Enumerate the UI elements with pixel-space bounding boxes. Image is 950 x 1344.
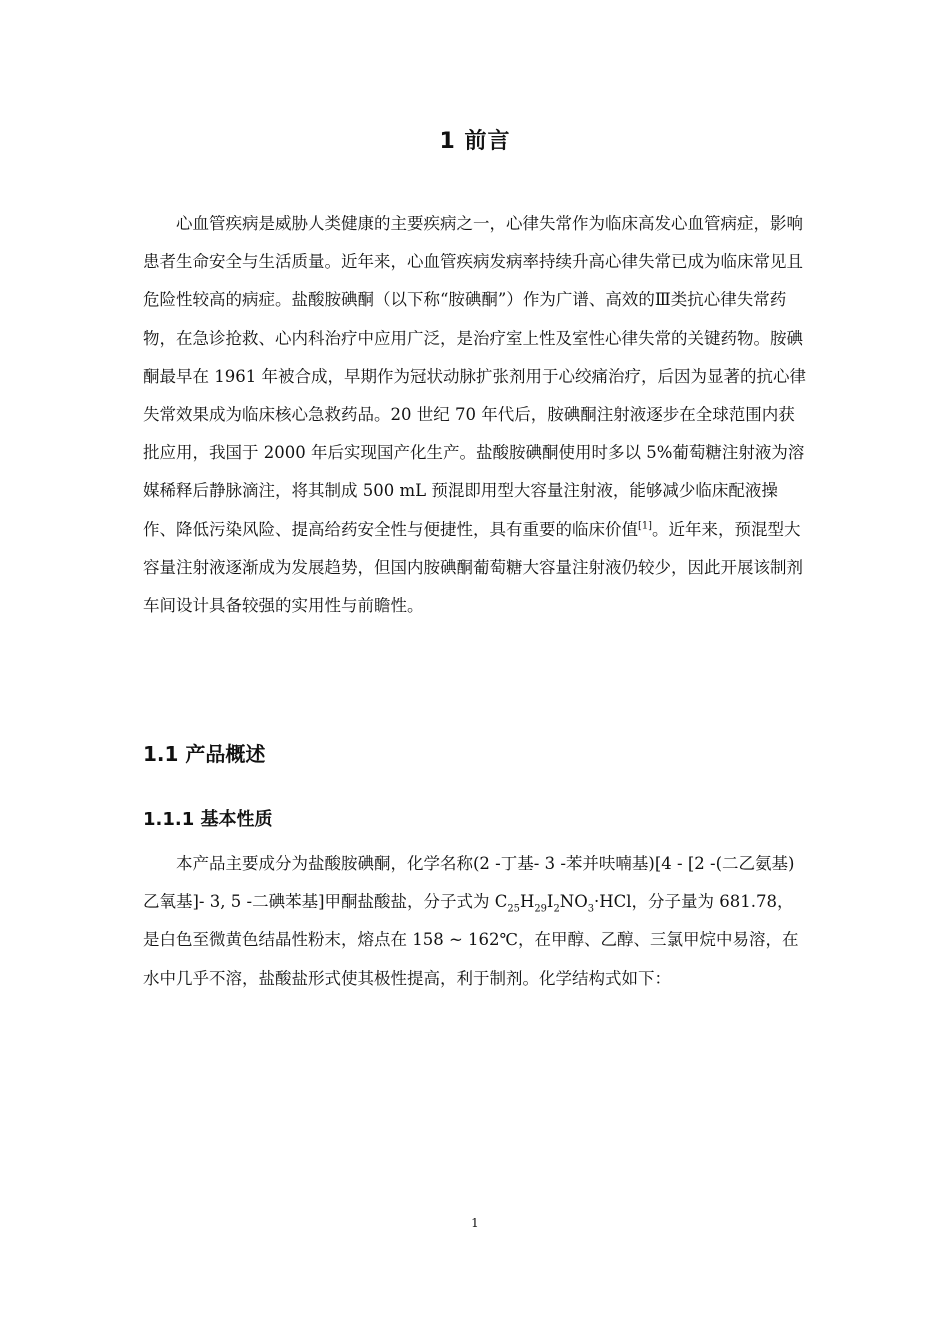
formula-sub-c: 25 [507,903,520,915]
chapter-heading: 1 前言 [439,129,511,154]
properties-text-part1: 本产品主要成分为盐酸胺碘酮，化学名称(2 -丁基- 3 -苯并呋喃基)[4 - [2 -(二乙氨基)乙氧基]- 3, 5 -二碘苯基]甲酮盐酸盐，分子式为 C [143,854,795,912]
properties-text-part2: ·HCl，分子量为 681.78，是白色至微黄色结晶性粉末，熔点在 158 ~ 162℃，在甲醇、乙醇、三氯甲烷中易溶，在水中几乎不溶，盐酸盐形式使其极性提高，利于制剂。化学结构式如下： [143,892,799,988]
intro-text-before-citation: 心血管疾病是威胁人类健康的主要疾病之一，心律失常作为临床高发心血管病症，影响患者生命安全与生活质量。近年来，心血管疾病发病率持续升高心律失常已成为临床常见且危险性较高的病症。盐酸胺碘酮（以下称“胺碘酮”）作为广谱、高效的Ⅲ类抗心律失常药物，在急诊抢救、心内科治疗中应用广泛，是治疗室上性及室性心律失常的关键药物。胺碘酮最早在 1961 年被合成，早期作为冠状动脉扩张剂用于心绞痛治疗，后因为显著的抗心律失常效果成为临床核心急救药品。20 世纪 70 年代后，胺碘酮注射液逐步在全球范围内获批应用，我国于 2000 年后实现国产化生产。盐酸胺碘酮使用时多以 5%葡萄糖注射液为溶媒稀释后静脉滴注，将其制成 500 mL 预混即用型大容量注射液，能够减少临床配液操作、降低污染风险、提高给药安全性与便捷性，具有重要的临床价值 [143,214,806,539]
intro-text-after-citation: 。近年来，预混型大容量注射液逐渐成为发展趋势，但国内胺碘酮葡萄糖大容量注射液仍较少，因此开展该制剂车间设计具备较强的实用性与前瞻性。 [143,519,803,616]
page-number: 1 [471,1216,479,1230]
formula-no: NO [559,892,588,912]
formula-i: I [546,892,554,912]
formula-sub-o: 3 [587,903,595,915]
properties-paragraph [143,845,807,998]
subsection-heading: 1.1.1 基本性质 [143,809,273,830]
citation-marker: [1] [638,520,652,532]
properties-section [143,845,807,998]
formula-sub-i: 2 [553,903,560,915]
section-heading: 1.1 产品概述 [143,742,266,766]
intro-paragraph [143,205,807,625]
intro-section [143,205,807,625]
formula-sub-h: 29 [534,903,547,915]
formula-h: H [519,892,535,912]
